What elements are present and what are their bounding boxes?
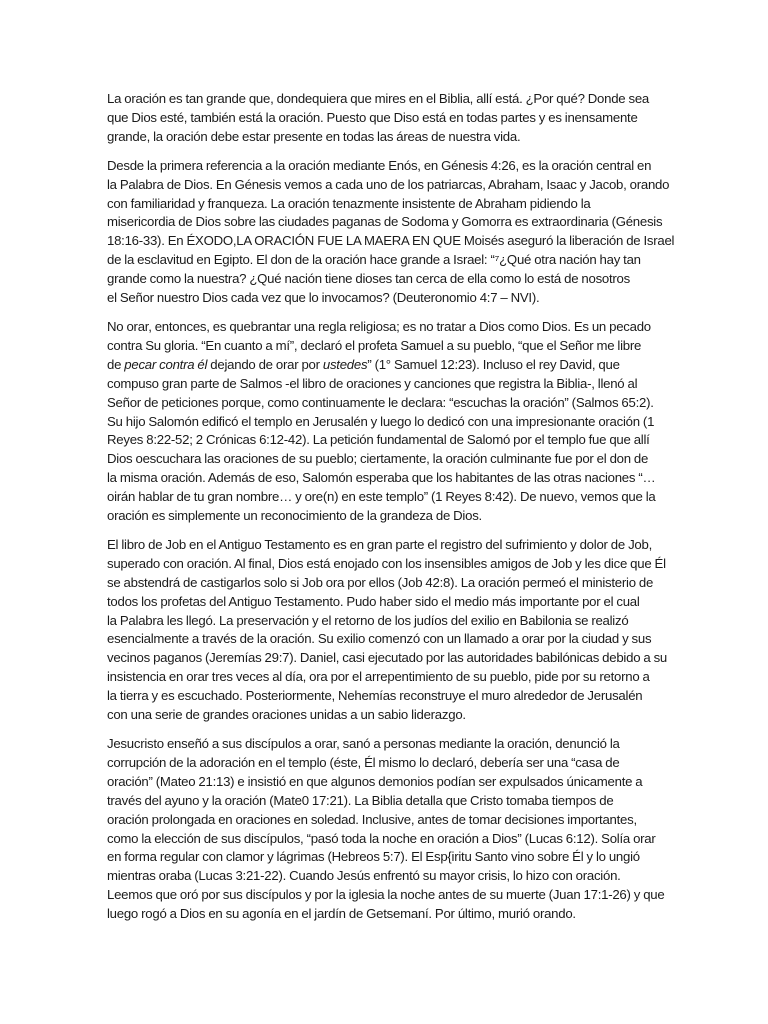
text-line: 18:16-33). En ÉXODO,LA ORACIÓN FUE LA MAERA EN QUE Moisés aseguró la liberación de Israel — [107, 233, 675, 249]
document-body — [107, 90, 675, 934]
paragraph-4 — [107, 536, 672, 725]
text-line: el Señor nuestro Dios cada vez que lo invocamos? (Deuteronomio 4:7 – NVI). — [107, 290, 540, 306]
text-line: esencialmente a través de la oración. Su exilio comenzó con un llamado a orar por la ciudad y sus — [107, 631, 652, 647]
text-line: Leemos que oró por sus discípulos y por la iglesia la noche antes de su muerte (Juan 17:1-26) y que — [107, 887, 665, 903]
text-line: la misma oración. Además de eso, Salomón esperaba que los habitantes de las otras naciones “… — [107, 470, 656, 486]
text-line: como la elección de sus discípulos, “pasó toda la noche en oración a Dios” (Lucas 6:12). Solía orar — [107, 830, 656, 846]
text-line: en forma regular con clamor y lágrimas (Hebreos 5:7). El Esp{iritu Santo vino sobre Él y lo ungió — [107, 849, 640, 865]
text-line: Reyes 8:22-52; 2 Crónicas 6:12-42). La petición fundamental de Salomó por el templo fue que allí — [107, 432, 650, 448]
text-line: Jesucristo enseñó a sus discípulos a orar, sanó a personas mediante la oración, denunció la — [107, 736, 620, 751]
text-line: Su hijo Salomón edificó el templo en Jerusalén y luego lo dedicó con una impresionante oración (1 — [107, 413, 655, 429]
text-segment: de — [107, 356, 125, 372]
text-line: grande como la nuestra? ¿Qué nación tiene dioses tan cerca de ella como lo está de nosotros — [107, 271, 630, 287]
italic-text: ustedes — [322, 356, 368, 372]
text-line: oración es simplemente un reconocimiento de la grandeza de Dios. — [107, 508, 482, 524]
text-line: oirán hablar de tu gran nombre… y ore(n) en este templo” (1 Reyes 8:42). De nuevo, vemos que la — [107, 489, 656, 505]
text-line: insistencia en orar tres veces al día, ora por el arrepentimiento de su pueblo, pide por su retorno a — [107, 669, 650, 685]
text-line: La oración es tan grande que, dondequiera que mires en el Biblia, allí está. ¿Por qué? Donde sea — [107, 91, 650, 106]
paragraph-5 — [107, 735, 672, 924]
text-line: compuso gran parte de Salmos -el libro de oraciones y canciones que registra la Biblia-, llenó al — [107, 375, 638, 391]
text-line: grande, la oración debe estar presente en todas las áreas de nuestra vida. — [107, 128, 521, 144]
text-line-with-italics — [107, 356, 672, 375]
text-line: se abstendrá de castigarlos solo si Job ora por ellos (Job 42:8). La oración permeó el ministerio de — [107, 574, 654, 590]
text-line: oración prolongada en oraciones en soledad. Inclusive, antes de tomar decisiones importantes, — [107, 811, 637, 827]
text-line: la Palabra les llegó. La preservación y el retorno de los judíos del exilio en Babilonia se realizó — [107, 612, 629, 628]
text-line: la Palabra de Dios. En Génesis vemos a cada uno de los patriarcas, Abraham, Isaac y Jacob, orando — [107, 176, 670, 192]
text-line: todos los profetas del Antiguo Testamento. Pudo haber sido el medio más importante por el cual — [107, 593, 640, 609]
text-line: No orar, entonces, es quebrantar una regla religiosa; es no tratar a Dios como Dios. Es un pecado — [107, 318, 651, 334]
text-line: misericordia de Dios sobre las ciudades paganas de Sodoma y Gomorra es extraordinaria (Génesis — [107, 214, 663, 230]
text-line: la tierra y es escuchado. Posteriormente, Nehemías reconstruye el muro alrededor de Jerusalén — [107, 688, 643, 704]
text-line: mientras oraba (Lucas 3:21-22). Cuando Jesús enfrentó su mayor crisis, lo hizo con oración. — [107, 868, 621, 884]
text-line: contra Su gloria. “En cuanto a mí”, declaró el profeta Samuel a su pueblo, “que el Señor me libre — [107, 337, 642, 353]
text-segment: dejando de orar por — [207, 356, 323, 372]
paragraph-3 — [107, 318, 672, 526]
paragraph-1 — [107, 90, 672, 147]
text-line: Señor de peticiones porque, como continuamente le declara: “escuchas la oración” (Salmos 65:2). — [107, 394, 654, 410]
text-line: superado con oración. Al final, Dios está enojado con los insensibles amigos de Job y les dice que Él — [107, 555, 666, 571]
paragraph-2 — [107, 157, 675, 308]
text-line: que Dios esté, también está la oración. Puesto que Diso está en todas partes y es inensamente — [107, 109, 638, 125]
text-line: través del ayuno y la oración (Mate0 17:21). La Biblia detalla que Cristo tomaba tiempos de — [107, 792, 614, 808]
text-line: de la esclavitud en Egipto. El don de la oración hace grande a Israel: “⁷¿Qué otra nación hay tan — [107, 252, 641, 268]
text-line: Desde la primera referencia a la oración mediante Enós, en Génesis 4:26, es la oración central en — [107, 157, 652, 173]
text-line: luego rogó a Dios en su agonía en el jardín de Getsemaní. Por último, murió orando. — [107, 906, 576, 922]
text-segment: ” (1° Samuel 12:23). Incluso el rey David, que — [367, 356, 620, 372]
text-line: Dios oescuchara las oraciones de su pueblo; ciertamente, la oración culminante fue por el don de — [107, 451, 649, 467]
text-line: vecinos paganos (Jeremías 29:7). Daniel, casi ejecutado por las autoridades babilónicas debido a su — [107, 650, 668, 666]
text-line: con familiaridad y franqueza. La oración tenazmente insistente de Abraham pidiendo la — [107, 195, 591, 211]
text-line: corrupción de la adoración en el templo (éste, Él mismo lo declaró, debería ser una “casa de — [107, 754, 620, 770]
text-line: oración” (Mateo 21:13) e insistió en que algunos demonios podían ser expulsados únicamente a — [107, 773, 643, 789]
italic-text: pecar contra él — [124, 356, 208, 372]
text-line: El libro de Job en el Antiguo Testamento es en gran parte el registro del sufrimiento y dolor de Job, — [107, 536, 652, 552]
text-line: con una serie de grandes oraciones unidas a un sabio liderazgo. — [107, 707, 466, 723]
